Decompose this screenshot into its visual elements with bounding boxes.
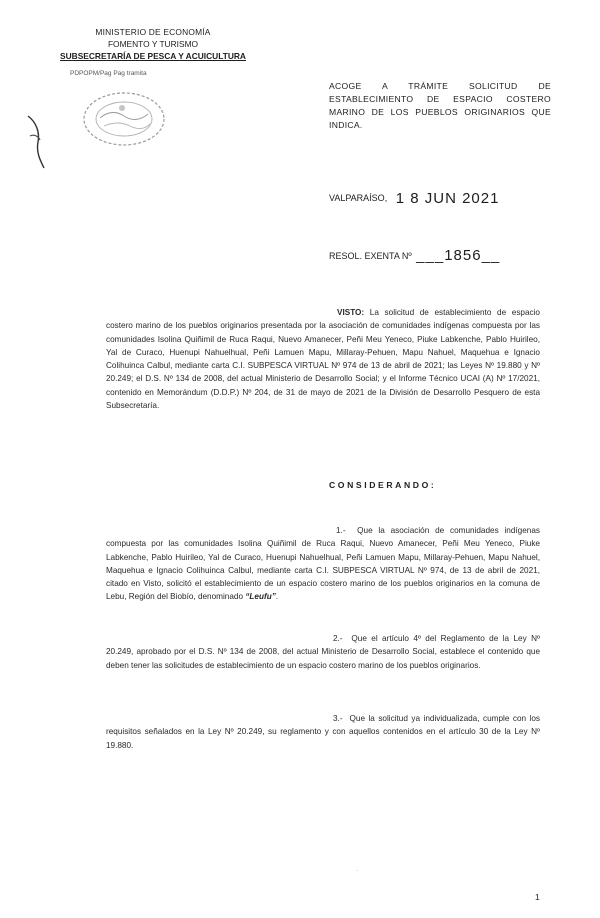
considerando-item-2 <box>106 632 540 672</box>
scan-dot: · <box>356 868 358 874</box>
resolution-label: RESOL. EXENTA Nº <box>329 251 412 261</box>
considerando-item-3 <box>106 712 540 752</box>
item-text: Que el artículo 4º del Reglamento de la Ley Nº 20.249, aprobado por el D.S. Nº 134 de 2008, del actual Ministerio de Desarrollo Social, establece el contenido que deben tener las solicitudes de establecimiento de un espacio costero marino de los pueblos originarios. <box>106 634 540 670</box>
reference-initials: PDPOPM/Pag Pag tramita <box>70 70 147 77</box>
item-emphasis: “Leufu” <box>245 592 276 602</box>
ministry-name: MINISTERIO DE ECONOMÍA <box>95 27 211 37</box>
date-stamp: 1 8 JUN 2021 <box>395 190 500 207</box>
place-and-date <box>329 188 499 205</box>
resolution-number <box>329 246 500 263</box>
item-text: Que la solicitud ya individualizada, cumple con los requisitos señalados en la Ley Nº 20.249, su reglamento y con aquellos contenidos en el artículo 30 de la Ley Nº 19.880. <box>106 714 540 750</box>
official-stamp-icon <box>78 88 170 150</box>
item-number: 1.- <box>336 526 346 535</box>
considerando-heading: CONSIDERANDO: <box>329 480 437 490</box>
resolution-number-value: ___1856__ <box>416 247 501 264</box>
item-text-end: . <box>275 592 279 602</box>
item-number: 3.- <box>333 714 343 723</box>
ministry-subtitle: FOMENTO Y TURISMO <box>107 39 199 49</box>
resolution-subject: ACOGE A TRÁMITE SOLICITUD DE ESTABLECIMIENTO DE ESPACIO COSTERO MARINO DE LOS PUEBLOS ORIGINARIOS QUE INDICA. <box>329 81 551 130</box>
visto-text: La solicitud de establecimiento de espacio costero marino de los pueblos originarios presentada por la asociación de comunidades indígenas compuesta por las comunidades Isolina Quiñimil de Ruca Raqui, Nuevo Amanecer, Peñi Meu Yeneco, Piuke Labkenche, Pablo Huirileo, Yal de Curaco, Huenupi Nahuelhual, Peñi Lamuen Mapu, Millaray-Pehuen, Mapu Nahuel, Maquehua e Ignacio Colihuinca Calbul, mediante carta C.I. SUBPESCA VIRTUAL Nº 974 de 13 de abril de 2021; las Leyes Nº 19.880 y Nº 20.249; el D.S. Nº 134 de 2008, del actual Ministerio de Desarrollo Social; y el Informe Técnico UCAI (A) Nº 17/2021, contenido en Memorándum (D.D.P.) Nº 204, de 31 de mayo de 2021 de la División de Desarrollo Pesquero de esta Subsecretaría. <box>106 308 540 411</box>
visto-label: VISTO: <box>337 308 365 317</box>
visto-paragraph <box>106 306 540 412</box>
considerando-item-1 <box>106 524 540 604</box>
place-label: VALPARAÍSO, <box>329 193 388 203</box>
item-number: 2.- <box>333 634 343 643</box>
handwritten-mark-icon <box>22 112 52 172</box>
letterhead <box>58 26 248 77</box>
undersecretary-name: SUBSECRETARÍA DE PESCA Y ACUICULTURA <box>60 51 246 61</box>
page-number: 1 <box>535 892 540 902</box>
item-text: Que la asociación de comunidades indígenas compuesta por las comunidades Isolina Quiñimil de Ruca Raqui, Nuevo Amanecer, Peñi Meu Yeneco, Piuke Labkenche, Pablo Huirileo, Yal de Curaco, Huenupi Nahuelhual, Peñi Lamuen Mapu, Millaray-Pehuen, Mapu Nahuel, Maquehua e Ignacio Colihuinca Calbul, mediante carta C.I. SUBPESCA VIRTUAL Nº 974, de 13 de abril de 2021, citado en Visto, solicitó el establecimiento de un espacio costero marino de los pueblos originarios en la comuna de Lebu, Región del Biobío, denominado <box>106 526 540 602</box>
